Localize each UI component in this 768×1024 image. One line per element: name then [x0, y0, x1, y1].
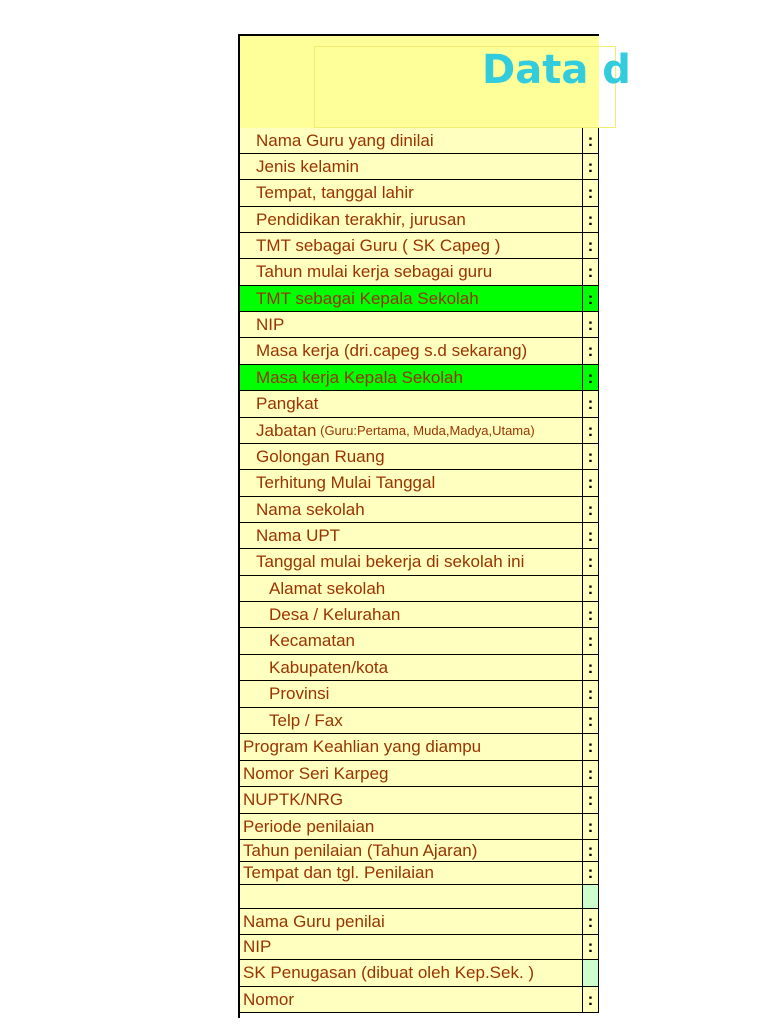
- form-row: [240, 987, 599, 1013]
- field-label: Golongan Ruang: [256, 446, 385, 466]
- field-label-cell[interactable]: [240, 444, 583, 470]
- form-row: [240, 681, 599, 708]
- form-row: [240, 549, 599, 576]
- form-row: [240, 444, 599, 470]
- field-label: Masa kerja (dri.capeg s.d sekarang): [256, 341, 528, 360]
- colon-cell[interactable]: [583, 365, 599, 391]
- colon-cell[interactable]: [583, 391, 599, 418]
- field-label: Kecamatan: [269, 631, 355, 650]
- field-label: Nama Guru yang dinilai: [256, 130, 434, 150]
- colon-separator: :: [587, 367, 594, 387]
- field-label-cell[interactable]: [240, 365, 583, 391]
- colon-separator: :: [587, 578, 594, 598]
- colon-cell[interactable]: [583, 549, 599, 576]
- form-row: [240, 734, 599, 761]
- colon-cell[interactable]: [583, 312, 599, 338]
- field-label-cell[interactable]: [240, 523, 583, 549]
- colon-cell[interactable]: [583, 338, 599, 365]
- field-label: Masa kerja Kepala Sekolah: [256, 367, 463, 387]
- colon-separator: :: [587, 446, 594, 466]
- field-label-cell[interactable]: [240, 840, 583, 862]
- field-label: Nomor: [243, 989, 295, 1009]
- field-label-cell[interactable]: [240, 628, 583, 655]
- sheet-title: Data d: [482, 47, 631, 93]
- colon-separator: :: [587, 235, 594, 255]
- colon-cell[interactable]: [583, 628, 599, 655]
- field-label-cell[interactable]: [240, 207, 583, 233]
- field-label: Nomor Seri Karpeg: [243, 763, 389, 783]
- field-label: Tahun mulai kerja sebagai guru: [256, 262, 493, 281]
- form-row: [240, 655, 599, 681]
- colon-separator: :: [587, 209, 594, 229]
- field-label: SK Penugasan (dibuat oleh Kep.Sek. ): [243, 963, 535, 982]
- form-row: [240, 338, 599, 365]
- colon-separator: :: [587, 604, 594, 624]
- form-row: [240, 602, 599, 628]
- form-row: [240, 787, 599, 814]
- colon-cell[interactable]: [583, 154, 599, 180]
- field-label: Jenis kelamin: [256, 156, 359, 176]
- field-label: NIP: [256, 314, 285, 334]
- form-row: [240, 418, 599, 444]
- field-label-cell[interactable]: [240, 338, 583, 365]
- colon-separator: :: [587, 262, 594, 281]
- colon-separator: :: [587, 989, 594, 1009]
- field-label-cell[interactable]: [240, 681, 583, 708]
- field-label-cell[interactable]: [240, 576, 583, 602]
- form-row: [240, 935, 599, 960]
- field-label: Tanggal mulai bekerja di sekolah ini: [256, 552, 525, 571]
- form-row: [240, 286, 599, 312]
- field-label-cell[interactable]: [240, 761, 583, 787]
- colon-separator: :: [587, 525, 594, 545]
- field-label-cell[interactable]: [240, 862, 583, 885]
- form-row: [240, 154, 599, 180]
- field-label: Pangkat: [256, 394, 319, 413]
- colon-separator: :: [587, 130, 594, 150]
- form-row: [240, 708, 599, 734]
- field-label: Tahun penilaian (Tahun Ajaran): [243, 840, 478, 860]
- colon-separator: :: [587, 473, 594, 492]
- field-label: TMT sebagai Kepala Sekolah: [256, 288, 479, 308]
- field-label-cell[interactable]: [240, 233, 583, 259]
- form-row: [240, 885, 599, 909]
- form-row: [240, 628, 599, 655]
- colon-cell[interactable]: [583, 862, 599, 885]
- field-label: Nama sekolah: [256, 499, 365, 519]
- colon-cell[interactable]: [583, 128, 599, 154]
- colon-cell[interactable]: [583, 814, 599, 840]
- colon-separator: :: [587, 790, 594, 809]
- form-row: [240, 523, 599, 549]
- form-row: [240, 180, 599, 207]
- field-label: NIP: [243, 937, 272, 956]
- colon-cell[interactable]: [583, 885, 599, 909]
- colon-cell[interactable]: [583, 444, 599, 470]
- field-label: Nama Guru penilai: [243, 911, 385, 931]
- field-label: Tempat dan tgl. Penilaian: [243, 863, 434, 882]
- colon-separator: :: [587, 552, 594, 571]
- colon-cell[interactable]: [583, 987, 599, 1013]
- colon-cell[interactable]: [583, 787, 599, 814]
- colon-separator: :: [587, 684, 594, 703]
- form-row: [240, 761, 599, 787]
- field-label: Pendidikan terakhir, jurusan: [256, 209, 466, 229]
- field-label-cell[interactable]: [240, 180, 583, 207]
- field-label-cell[interactable]: [240, 286, 583, 312]
- colon-cell[interactable]: [583, 681, 599, 708]
- colon-cell[interactable]: [583, 960, 599, 987]
- colon-separator: :: [587, 816, 594, 836]
- form-row: [240, 814, 599, 840]
- colon-separator: :: [587, 840, 594, 860]
- colon-cell[interactable]: [583, 935, 599, 960]
- field-label-cell[interactable]: [240, 909, 583, 935]
- form-row: [240, 312, 599, 338]
- form-row: [240, 497, 599, 523]
- colon-separator: :: [587, 763, 594, 783]
- field-label-cell[interactable]: [240, 128, 583, 154]
- form-row: [240, 960, 599, 987]
- colon-cell[interactable]: [583, 909, 599, 935]
- field-label: Terhitung Mulai Tanggal: [256, 473, 436, 492]
- field-label: Periode penilaian: [243, 816, 375, 836]
- colon-cell[interactable]: [583, 576, 599, 602]
- field-label: Provinsi: [269, 684, 330, 703]
- title-cell[interactable]: [240, 36, 631, 129]
- form-row: [240, 909, 599, 935]
- field-label-cell[interactable]: [240, 814, 583, 840]
- colon-separator: :: [587, 183, 594, 202]
- field-label: Program Keahlian yang diampu: [243, 737, 482, 756]
- form-row: [240, 207, 599, 233]
- colon-cell[interactable]: [583, 602, 599, 628]
- colon-separator: :: [587, 394, 594, 413]
- colon-separator: :: [587, 937, 594, 956]
- colon-cell[interactable]: [583, 207, 599, 233]
- form-row: [240, 470, 599, 497]
- colon-cell[interactable]: [583, 734, 599, 761]
- field-label-cell[interactable]: [240, 154, 583, 180]
- form-row: [240, 233, 599, 259]
- form-row: [240, 128, 599, 154]
- colon-cell[interactable]: [583, 523, 599, 549]
- field-label: Jabatan: [256, 420, 317, 440]
- colon-separator: :: [587, 314, 594, 334]
- field-label: Alamat sekolah: [269, 578, 386, 598]
- field-label-cell[interactable]: [240, 391, 583, 418]
- colon-cell[interactable]: [583, 497, 599, 523]
- field-label-cell[interactable]: [240, 734, 583, 761]
- field-label-cell[interactable]: [240, 312, 583, 338]
- colon-separator: :: [587, 631, 594, 650]
- field-label-cell[interactable]: [240, 787, 583, 814]
- form-row: [240, 576, 599, 602]
- colon-separator: :: [587, 288, 594, 308]
- field-label: Nama UPT: [256, 525, 341, 545]
- field-label-cell[interactable]: [240, 885, 583, 909]
- field-label-cell[interactable]: [240, 987, 583, 1013]
- field-label: Telp / Fax: [269, 710, 343, 730]
- field-note: (Guru:Pertama, Muda,Madya,Utama): [316, 423, 535, 438]
- colon-cell[interactable]: [583, 761, 599, 787]
- colon-cell[interactable]: [583, 259, 599, 286]
- colon-cell[interactable]: [583, 840, 599, 862]
- field-label-cell[interactable]: [240, 708, 583, 734]
- colon-cell[interactable]: [583, 708, 599, 734]
- colon-cell[interactable]: [583, 470, 599, 497]
- field-label-cell[interactable]: [240, 497, 583, 523]
- form-row: [240, 391, 599, 418]
- field-label-cell[interactable]: [240, 655, 583, 681]
- colon-separator: :: [587, 156, 594, 176]
- colon-cell[interactable]: [583, 180, 599, 207]
- field-label: Tempat, tanggal lahir: [256, 183, 414, 202]
- colon-separator: :: [587, 420, 594, 440]
- colon-separator: :: [587, 499, 594, 519]
- field-label-cell[interactable]: [240, 470, 583, 497]
- colon-separator: :: [587, 863, 594, 882]
- field-label-cell[interactable]: [240, 935, 583, 960]
- colon-separator: :: [587, 911, 594, 931]
- field-label-cell[interactable]: [240, 960, 583, 987]
- colon-cell[interactable]: [583, 233, 599, 259]
- field-label-cell[interactable]: [240, 549, 583, 576]
- field-label-cell[interactable]: [240, 418, 583, 444]
- colon-cell[interactable]: [583, 418, 599, 444]
- colon-cell[interactable]: [583, 286, 599, 312]
- colon-cell[interactable]: [583, 655, 599, 681]
- field-label: Kabupaten/kota: [269, 657, 389, 677]
- colon-separator: :: [587, 341, 594, 360]
- field-label: NUPTK/NRG: [243, 790, 344, 809]
- field-label-cell[interactable]: [240, 602, 583, 628]
- form-row: [240, 365, 599, 391]
- field-label: Desa / Kelurahan: [269, 604, 401, 624]
- spreadsheet-sheet: [238, 34, 631, 1018]
- colon-separator: :: [587, 657, 594, 677]
- field-label-cell[interactable]: [240, 259, 583, 286]
- form-row: [240, 862, 599, 885]
- form-row: [240, 259, 599, 286]
- colon-separator: :: [587, 737, 594, 756]
- colon-separator: :: [587, 710, 594, 730]
- field-label: TMT sebagai Guru ( SK Capeg ): [256, 235, 501, 255]
- form-row: [240, 840, 599, 862]
